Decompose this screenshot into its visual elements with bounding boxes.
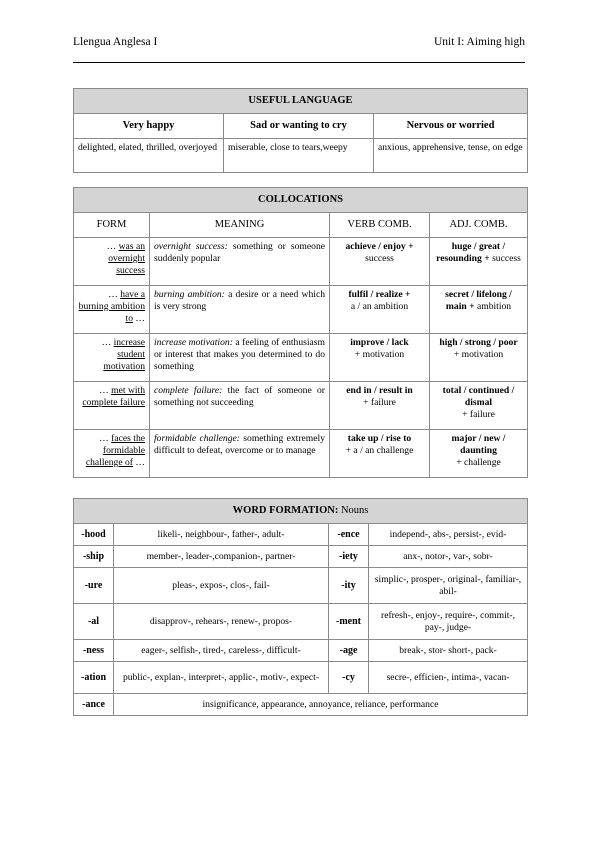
page-header xyxy=(73,36,525,63)
form-cell: … have a burning ambition to … xyxy=(74,286,150,334)
suffix: -ment xyxy=(329,604,369,640)
word-stems: likeli-, neighbour-, father-, adult- xyxy=(114,524,329,546)
header-form: FORM xyxy=(74,213,150,238)
table-row xyxy=(74,640,528,662)
adj-comb-cell: huge / great / resounding + success xyxy=(430,238,528,286)
meaning-cell: formidable challenge: something extremely difficult to defeat, overcome or to manage xyxy=(150,430,330,478)
suffix: -ship xyxy=(74,546,114,568)
table-row xyxy=(74,382,528,430)
adj-comb-cell: major / new / daunting + challenge xyxy=(430,430,528,478)
meaning-cell: complete failure: the fact of someone or something not succeeding xyxy=(150,382,330,430)
table-row xyxy=(74,694,528,716)
header-verb-comb: VERB COMB. xyxy=(330,213,430,238)
suffix: -ness xyxy=(74,640,114,662)
useful-language-title: USEFUL LANGUAGE xyxy=(74,89,528,114)
form-cell: … met with complete failure xyxy=(74,382,150,430)
word-stems: refresh-, enjoy-, require-, commit-, pay-, judge- xyxy=(369,604,528,640)
verb-comb-cell: improve / lack + motivation xyxy=(330,334,430,382)
col-heading: Very happy xyxy=(74,114,224,139)
meaning-cell: burning ambition: a desire or a need which is very strong xyxy=(150,286,330,334)
suffix: -iety xyxy=(329,546,369,568)
col-heading: Sad or wanting to cry xyxy=(224,114,374,139)
word-stems: pleas-, expos-, clos-, fail- xyxy=(114,568,329,604)
verb-comb-cell: take up / rise to + a / an challenge xyxy=(330,430,430,478)
suffix: -ence xyxy=(329,524,369,546)
table-row xyxy=(74,334,528,382)
table-row xyxy=(74,662,528,694)
verb-comb-cell: end in / result in + failure xyxy=(330,382,430,430)
adj-comb-cell: secret / lifelong / main + ambition xyxy=(430,286,528,334)
word-list: delighted, elated, thrilled, overjoyed xyxy=(74,139,224,173)
word-formation-table xyxy=(73,498,528,716)
word-stems: break-, stor- short-, pack- xyxy=(369,640,528,662)
word-list: miserable, close to tears,weepy xyxy=(224,139,374,173)
suffix: -ity xyxy=(329,568,369,604)
word-formation-title: WORD FORMATION: Nouns xyxy=(74,499,528,524)
word-stems: public-, explan-, interpret-, applic-, motiv-, expect- xyxy=(114,662,329,694)
verb-comb-cell: fulfil / realize + a / an ambition xyxy=(330,286,430,334)
suffix: -ance xyxy=(74,694,114,716)
table-row xyxy=(74,604,528,640)
word-stems: member-, leader-,companion-, partner- xyxy=(114,546,329,568)
meaning-cell: overnight success: something or someone suddenly popular xyxy=(150,238,330,286)
collocations-title: COLLOCATIONS xyxy=(74,188,528,213)
table-row xyxy=(74,568,528,604)
word-list: anxious, apprehensive, tense, on edge xyxy=(374,139,528,173)
course-title: Llengua Anglesa I xyxy=(73,36,158,48)
unit-title: Unit I: Aiming high xyxy=(433,36,525,48)
suffix: -ure xyxy=(74,568,114,604)
word-stems: anx-, notor-, var-, sobr- xyxy=(369,546,528,568)
suffix: -hood xyxy=(74,524,114,546)
collocations-table xyxy=(73,187,528,478)
word-stems: independ-, abs-, persist-, evid- xyxy=(369,524,528,546)
col-heading: Nervous or worried xyxy=(374,114,528,139)
table-row xyxy=(74,286,528,334)
adj-comb-cell: total / continued / dismal + failure xyxy=(430,382,528,430)
word-examples: insignificance, appearance, annoyance, reliance, performance xyxy=(114,694,528,716)
word-stems: disapprov-, rehears-, renew-, propos- xyxy=(114,604,329,640)
form-cell: … increase student motivation xyxy=(74,334,150,382)
table-row xyxy=(74,430,528,478)
word-stems: secre-, efficien-, intima-, vacan- xyxy=(369,662,528,694)
useful-language-table xyxy=(73,88,528,173)
table-row xyxy=(74,524,528,546)
word-stems: simplic-, prosper-, original-, familiar-, abil- xyxy=(369,568,528,604)
verb-comb-cell: achieve / enjoy + success xyxy=(330,238,430,286)
word-stems: eager-, selfish-, tired-, careless-, difficult- xyxy=(114,640,329,662)
header-meaning: MEANING xyxy=(150,213,330,238)
table-row xyxy=(74,238,528,286)
table-row xyxy=(74,546,528,568)
header-adj-comb: ADJ. COMB. xyxy=(430,213,528,238)
suffix: -age xyxy=(329,640,369,662)
suffix: -cy xyxy=(329,662,369,694)
adj-comb-cell: high / strong / poor + motivation xyxy=(430,334,528,382)
meaning-cell: increase motivation: a feeling of enthusiasm or interest that makes you determined to do something xyxy=(150,334,330,382)
form-cell: … was an overnight success xyxy=(74,238,150,286)
suffix: -al xyxy=(74,604,114,640)
suffix: -ation xyxy=(74,662,114,694)
form-cell: … faces the formidable challenge of … xyxy=(74,430,150,478)
